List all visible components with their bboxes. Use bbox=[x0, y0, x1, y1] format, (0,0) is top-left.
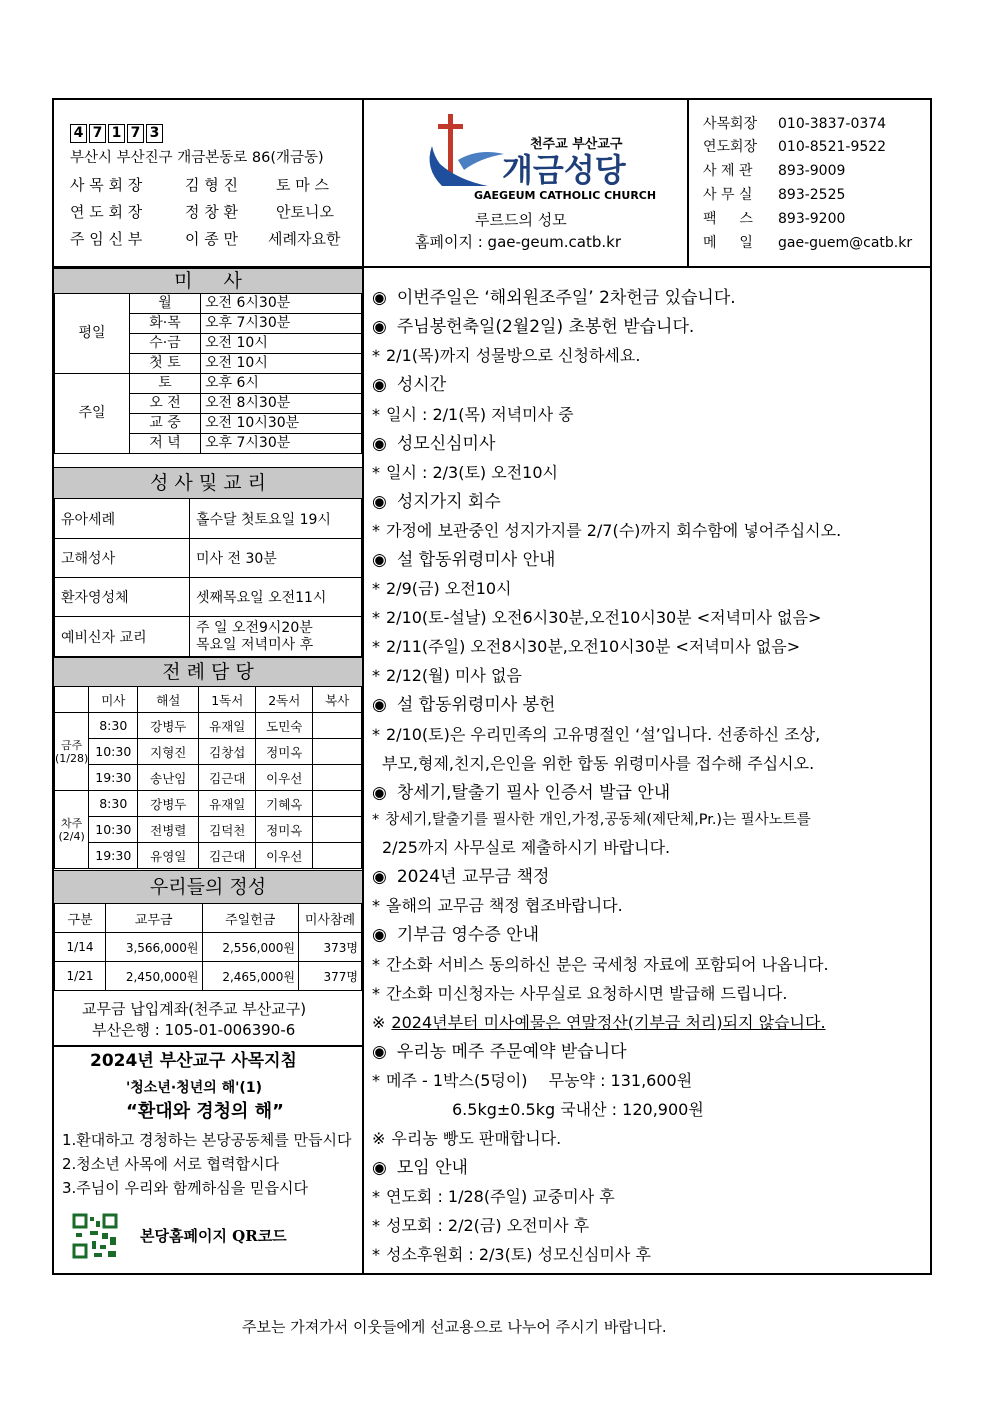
announcement-content: 성모회 : 2/2(금) 오전미사 후 bbox=[386, 1216, 590, 1235]
qr-code-label: 본당홈페이지 QR코드 bbox=[140, 1227, 287, 1245]
pastoral-item: 3.주님이 우리와 함께하심을 믿읍시다 bbox=[62, 1179, 308, 1197]
contact-label: 사 제 관 bbox=[703, 163, 753, 179]
bullet-icon: * bbox=[372, 812, 380, 828]
church-address: 부산시 부산진구 개금본동로 86(개금동) bbox=[70, 150, 324, 166]
heading-bullet-icon: ◉ bbox=[372, 550, 387, 570]
announcement-text bbox=[382, 756, 814, 772]
announcement-content: 일시 : 2/1(목) 저녁미사 중 bbox=[386, 405, 574, 424]
pastor-baptism: 세례자요한 bbox=[268, 230, 341, 248]
header-divider bbox=[687, 98, 689, 266]
note-mark-icon: ※ bbox=[372, 1129, 386, 1148]
announcement-text bbox=[382, 840, 670, 856]
announcement-content: 2/9(금) 오전10시 bbox=[386, 579, 512, 598]
account-title: 교무금 납입계좌(천주교 부산교구) bbox=[82, 1000, 307, 1018]
announcement-text bbox=[452, 1102, 704, 1118]
announcement-text bbox=[372, 523, 841, 539]
offerings-table: 구분 교무금 주일헌금 미사참례 1/14 3,566,000원 2,556,000원 373명 1/21 2,450,000원 2,465,000원 377명 bbox=[54, 903, 362, 991]
pastoral-item: 2.청소년 사목에 서로 협력합시다 bbox=[62, 1155, 279, 1173]
pastoral-president-baptism: 토 마 스 bbox=[276, 176, 330, 194]
announcement-content: 창세기,탈출기를 필사한 개인,가정,공동체(제단체,Pr.)는 필사노트를 bbox=[385, 812, 811, 828]
pastoral-item: 1.환대하고 경청하는 본당공동체를 만듭시다 bbox=[62, 1131, 352, 1149]
announcement-content: 성모신심미사 bbox=[396, 434, 496, 454]
announcement-heading bbox=[372, 1160, 468, 1177]
yeondo-president-baptism: 안토니오 bbox=[276, 203, 334, 221]
announcement-heading bbox=[372, 697, 555, 714]
account-number: 부산은행 : 105-01-006390-6 bbox=[92, 1021, 296, 1039]
footer-note: 주보는 가져가서 이웃들에게 선교용으로 나누어 주시기 바랍니다. bbox=[242, 1318, 667, 1336]
pastoral-guideline-sub: '청소년·청년의 해'(1) bbox=[126, 1080, 262, 1096]
announcement-text bbox=[372, 1189, 615, 1205]
contact-label: 사목회장 bbox=[703, 116, 758, 132]
heading-bullet-icon: ◉ bbox=[372, 375, 387, 395]
heading-bullet-icon: ◉ bbox=[372, 492, 387, 512]
announcement-text bbox=[372, 727, 820, 743]
logo-diocese: 천주교 부산교구 bbox=[530, 137, 623, 152]
qr-code-icon[interactable] bbox=[72, 1213, 118, 1259]
heading-bullet-icon: ◉ bbox=[372, 695, 387, 715]
announcement-content: 성시간 bbox=[396, 375, 447, 395]
announcement-text bbox=[372, 986, 787, 1002]
bullet-icon: * bbox=[372, 1216, 380, 1235]
contact-value: 893-2525 bbox=[778, 187, 846, 203]
announcement-text bbox=[372, 581, 512, 597]
bullet-icon: * bbox=[372, 725, 380, 744]
announcement-text bbox=[372, 1218, 589, 1234]
bullet-icon: * bbox=[372, 1245, 380, 1264]
announcement-content: 2024년 교무금 책정 bbox=[396, 867, 550, 887]
announcement-content: 가정에 보관중인 성지가지를 2/7(수)까지 회수함에 넣어주십시오. bbox=[386, 521, 842, 540]
announcement-content: 성소후원회 : 2/3(토) 성모신심미사 후 bbox=[386, 1245, 651, 1264]
bullet-icon: * bbox=[372, 405, 380, 424]
bullet-icon: * bbox=[372, 984, 380, 1003]
bullet-icon: * bbox=[372, 955, 380, 974]
announcement-content: 모임 안내 bbox=[396, 1158, 468, 1178]
liturgy-duty-title: 전 례 담 당 bbox=[54, 657, 362, 687]
bullet-icon: * bbox=[372, 637, 380, 656]
heading-bullet-icon: ◉ bbox=[372, 317, 387, 337]
announcement-content: 2/1(목)까지 성물방으로 신청하세요. bbox=[386, 346, 641, 365]
announcement-content: 부모,형제,친지,은인을 위한 합동 위령미사를 접수해 주십시오. bbox=[382, 754, 815, 773]
note-mark-icon: ※ bbox=[372, 1013, 386, 1032]
announcement-text bbox=[372, 1131, 561, 1147]
heading-bullet-icon: ◉ bbox=[372, 1158, 387, 1178]
bullet-icon: * bbox=[372, 666, 380, 685]
announcement-heading bbox=[372, 785, 670, 802]
announcement-content: 6.5kg±0.5kg 국내산 : 120,900원 bbox=[452, 1100, 704, 1119]
bullet-icon: * bbox=[372, 608, 380, 627]
announcement-content: 일시 : 2/3(토) 오전10시 bbox=[386, 463, 558, 482]
announcement-content: 설 합동위령미사 봉헌 bbox=[396, 695, 556, 715]
announcement-heading bbox=[372, 552, 555, 569]
announcement-content: 창세기,탈출기 필사 인증서 발급 안내 bbox=[396, 783, 671, 803]
announcement-content: 올해의 교무금 책정 협조바랍니다. bbox=[386, 896, 623, 915]
contact-value: 893-9200 bbox=[778, 211, 846, 227]
announcement-content: 기부금 영수증 안내 bbox=[396, 925, 540, 945]
mass-title: 미 사 bbox=[54, 268, 362, 294]
announcement-content: 메주 - 1박스(5덩이) 무농약 : 131,600원 bbox=[386, 1071, 693, 1090]
contact-value: 010-8521-9522 bbox=[778, 139, 887, 155]
announcement-heading bbox=[372, 927, 539, 944]
announcement-content: 성지가지 회수 bbox=[396, 492, 501, 512]
column-divider bbox=[362, 98, 364, 1275]
announcement-text bbox=[372, 639, 800, 655]
announcement-text bbox=[372, 898, 623, 914]
heading-bullet-icon: ◉ bbox=[372, 288, 387, 308]
bullet-icon: * bbox=[372, 463, 380, 482]
contact-label: 사 무 실 bbox=[703, 187, 753, 203]
announcement-content: 간소화 미신청자는 사무실로 요청하시면 발급해 드립니다. bbox=[386, 984, 788, 1003]
yeondo-president-role: 연 도 회 장 bbox=[70, 203, 143, 221]
announcement-content: 2/10(토-설날) 오전6시30분,오전10시30분 <저녁미사 없음> bbox=[386, 608, 822, 627]
announcement-content: 설 합동위령미사 안내 bbox=[396, 550, 556, 570]
contact-value: 010-3837-0374 bbox=[778, 116, 887, 132]
bullet-icon: * bbox=[372, 579, 380, 598]
patron-saint: 루르드의 성모 bbox=[475, 211, 567, 229]
announcement-text bbox=[372, 1015, 826, 1031]
announcement-text bbox=[372, 348, 640, 364]
announcement-heading bbox=[372, 436, 495, 453]
announcement-content: 주님봉헌축일(2월2일) 초봉헌 받습니다. bbox=[396, 317, 695, 337]
sacraments-title: 성 사 및 교 리 bbox=[54, 467, 362, 499]
announcement-text bbox=[372, 957, 829, 973]
mass-schedule-table: 평일 월 오전 6시30분 화·목 오후 7시30분 수·금 오전 10시 첫 토 오전 10시 주일 토 오후 6시 오 전 오전 8시30분 교 중 오전 10시30분 저 녁 오후 7시30분 bbox=[54, 293, 362, 454]
announcement-content: 2/10(토)은 우리민족의 고유명절인 ‘설’입니다. 선종하신 조상, bbox=[386, 725, 821, 744]
contact-label: 메 일 bbox=[703, 235, 753, 251]
announcement-heading bbox=[372, 290, 736, 307]
contact-value: 893-9009 bbox=[778, 163, 846, 179]
yeondo-president-name: 정 창 환 bbox=[185, 203, 239, 221]
announcement-content: 2/12(월) 미사 없음 bbox=[386, 666, 522, 685]
announcement-content: 우리농 빵도 판매합니다. bbox=[391, 1129, 562, 1148]
logo-english-name: GAEGEUM CATHOLIC CHURCH bbox=[474, 189, 657, 202]
announcement-heading bbox=[372, 377, 446, 394]
pastor-role: 주 임 신 부 bbox=[70, 230, 143, 248]
announcement-text bbox=[372, 465, 558, 481]
account-divider bbox=[54, 1045, 362, 1047]
announcement-content: 이번주일은 ‘해외원조주일’ 2차헌금 있습니다. bbox=[396, 288, 736, 308]
pastoral-guideline-title: 2024년 부산교구 사목지침 bbox=[90, 1051, 297, 1071]
contact-value[interactable]: gae-guem@catb.kr bbox=[778, 235, 913, 251]
bullet-icon: * bbox=[372, 1071, 380, 1090]
pastoral-theme: “환대와 경청의 해” bbox=[126, 1101, 284, 1122]
announcement-text bbox=[372, 1247, 651, 1263]
announcement-text bbox=[372, 407, 574, 423]
pastoral-president-role: 사 목 회 장 bbox=[70, 176, 143, 194]
announcement-heading bbox=[372, 319, 694, 336]
announcement-content: 2/25까지 사무실로 제출하시기 바랍니다. bbox=[382, 838, 671, 857]
announcement-heading bbox=[372, 1044, 627, 1061]
heading-bullet-icon: ◉ bbox=[372, 867, 387, 887]
homepage-url[interactable]: 홈페이지 : gae-geum.catb.kr bbox=[415, 233, 622, 251]
announcement-text bbox=[372, 610, 821, 626]
announcement-content: 간소화 서비스 동의하신 분은 국세청 자료에 포함되어 나옵니다. bbox=[386, 955, 829, 974]
announcement-text bbox=[372, 668, 522, 684]
bullet-icon: * bbox=[372, 346, 380, 365]
sacraments-table: 유아세례 홀수달 첫토요일 19시 고해성사 미사 전 30분 환자영성체 셋째목요일 오전11시 예비신자 교리 주 일 오전9시20분 목요일 저녁미사 후 bbox=[54, 498, 362, 657]
announcement-content: 2024년부터 미사예물은 연말정산(기부금 처리)되지 않습니다. bbox=[391, 1013, 826, 1032]
announcement-heading bbox=[372, 869, 549, 886]
offerings-title: 우리들의 정성 bbox=[54, 870, 362, 904]
heading-bullet-icon: ◉ bbox=[372, 925, 387, 945]
announcement-content: 우리농 메주 주문예약 받습니다 bbox=[396, 1042, 627, 1062]
announcement-text bbox=[372, 1073, 692, 1089]
announcement-content: 2/11(주일) 오전8시30분,오전10시30분 <저녁미사 없음> bbox=[386, 637, 801, 656]
pastor-name: 이 종 만 bbox=[185, 230, 239, 248]
heading-bullet-icon: ◉ bbox=[372, 434, 387, 454]
heading-bullet-icon: ◉ bbox=[372, 783, 387, 803]
heading-bullet-icon: ◉ bbox=[372, 1042, 387, 1062]
announcement-content: 연도회 : 1/28(주일) 교중미사 후 bbox=[386, 1187, 615, 1206]
liturgy-duty-table: 미사 해설 1독서 2독서 복사 금주(1/28) 8:30 강병두 유재일 도민숙 10:30 지형진 김창섭 정미옥 19:30 송난임 김근대 이우선 차주(2/4) 8:30 강병두 유재일 기혜옥 10:30 전병렬 김덕천 정미옥 19:30 유영일 김근대 이우선 bbox=[54, 686, 362, 869]
zip-code: 4 7 1 7 3 bbox=[70, 122, 165, 143]
contact-label: 팩 스 bbox=[703, 211, 753, 227]
announcement-heading bbox=[372, 494, 501, 511]
bullet-icon: * bbox=[372, 521, 380, 540]
announcement-text bbox=[372, 813, 811, 828]
pastoral-president-name: 김 형 진 bbox=[185, 176, 239, 194]
logo-church-name: 개금성당 bbox=[502, 151, 626, 189]
church-logo-icon bbox=[418, 108, 508, 198]
bullet-icon: * bbox=[372, 1187, 380, 1206]
contact-label: 연도회장 bbox=[703, 139, 758, 155]
bullet-icon: * bbox=[372, 896, 380, 915]
